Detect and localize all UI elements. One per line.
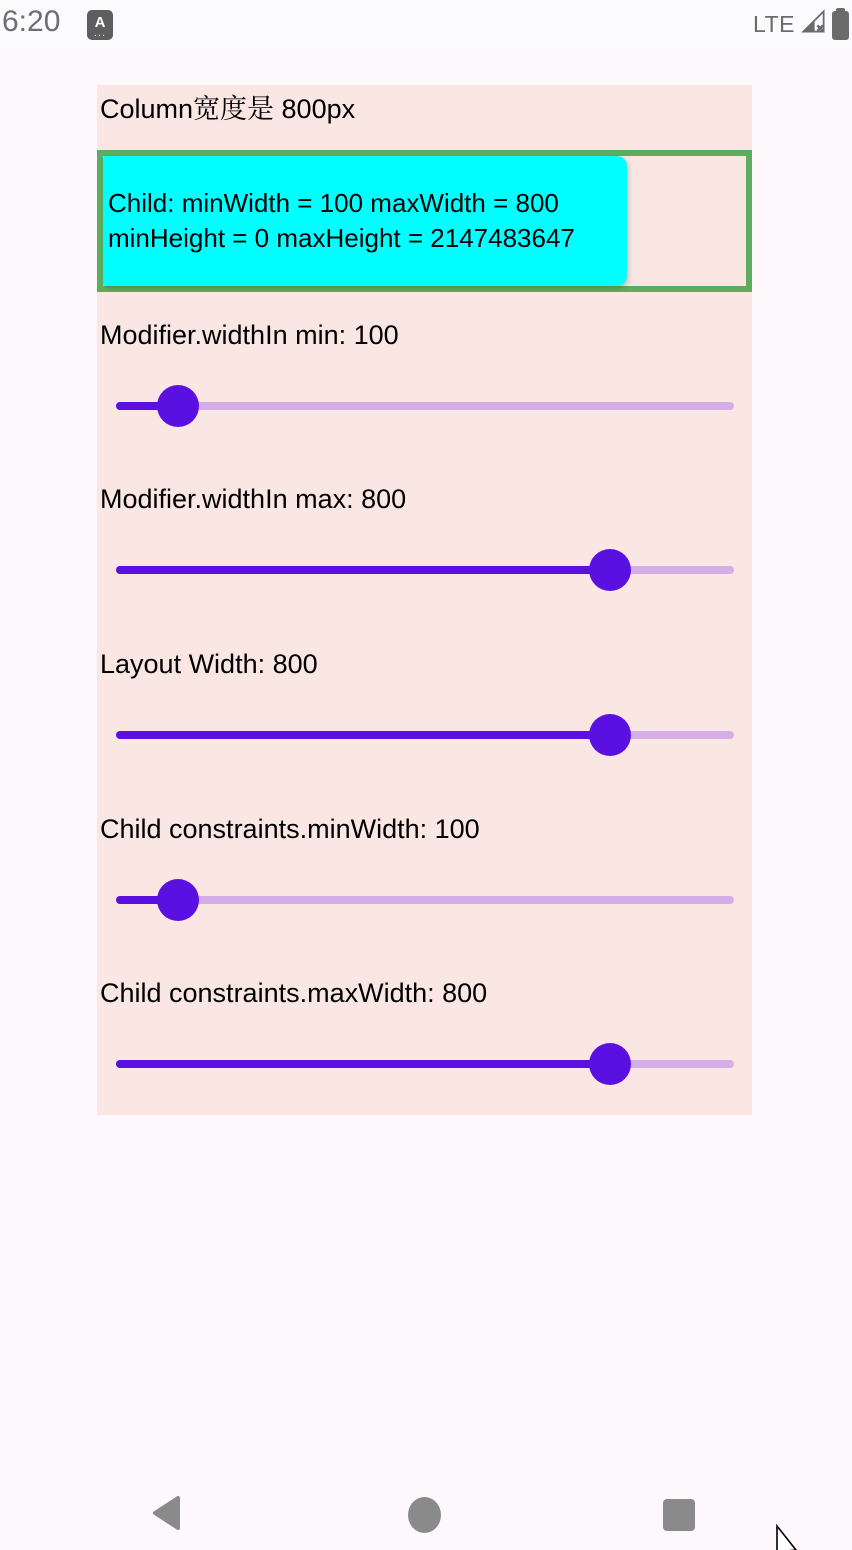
constraints-maxwidth-slider[interactable] <box>116 1042 734 1086</box>
slider-label: Child constraints.maxWidth: 800 <box>100 978 488 1008</box>
panel-title: Column宽度是 800px <box>100 94 356 124</box>
navigation-bar <box>0 1480 852 1550</box>
slider-section-constraints-maxwidth <box>97 976 752 1106</box>
slider-thumb[interactable] <box>589 549 631 591</box>
slider-thumb[interactable] <box>157 385 199 427</box>
slider-label: Child constraints.minWidth: 100 <box>100 814 480 844</box>
recents-icon <box>663 1499 695 1531</box>
slider-section-widthin-min <box>97 318 752 448</box>
widthin-max-slider[interactable] <box>116 548 734 592</box>
slider-label: Modifier.widthIn max: 800 <box>100 484 407 514</box>
slider-track-active <box>116 1060 610 1068</box>
slider-thumb[interactable] <box>157 879 199 921</box>
back-button[interactable] <box>133 1480 203 1550</box>
mouse-cursor-icon <box>772 1524 802 1550</box>
slider-label: Layout Width: 800 <box>100 649 318 679</box>
recents-button[interactable] <box>644 1480 714 1550</box>
slider-section-widthin-max <box>97 482 752 612</box>
constraints-minwidth-slider[interactable] <box>116 878 734 922</box>
home-icon <box>408 1497 441 1533</box>
network-type-label: LTE <box>753 10 795 37</box>
app-icon-letter: A <box>94 13 106 31</box>
signal-no-internet-icon <box>800 8 827 40</box>
column-panel <box>97 85 752 1115</box>
status-time: 6:20 <box>2 5 61 38</box>
status-bar <box>0 0 852 48</box>
slider-list <box>97 85 752 1115</box>
slider-thumb[interactable] <box>589 1043 631 1085</box>
slider-thumb[interactable] <box>589 714 631 756</box>
child-constraints-line2: minHeight = 0 maxHeight = 2147483647 <box>108 223 575 253</box>
slider-label: Modifier.widthIn min: 100 <box>100 320 399 350</box>
app-notification-icon <box>87 10 113 40</box>
layout-width-slider[interactable] <box>116 713 734 757</box>
child-constraints-line1: Child: minWidth = 100 maxWidth = 800 <box>108 188 559 218</box>
app-icon-dots: ... <box>93 26 107 39</box>
widthin-min-slider[interactable] <box>116 384 734 428</box>
slider-track-active <box>116 566 610 574</box>
status-right-cluster <box>753 4 849 44</box>
slider-section-constraints-minwidth <box>97 812 752 942</box>
home-button[interactable] <box>389 1480 459 1550</box>
battery-icon <box>832 11 849 40</box>
slider-track-active <box>116 731 610 739</box>
slider-track-inactive <box>116 402 734 410</box>
back-icon <box>151 1495 185 1536</box>
slider-track-inactive <box>116 896 734 904</box>
slider-section-layout-width <box>97 647 752 777</box>
